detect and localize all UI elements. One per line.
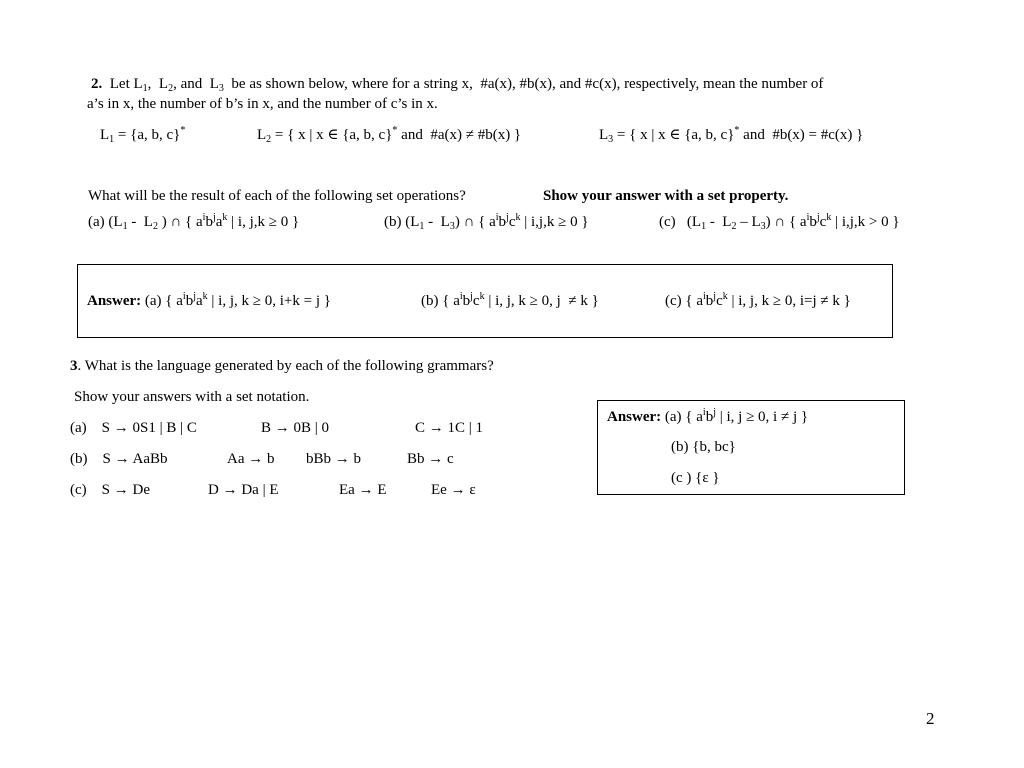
grammar-b-rule-aa: Aa → b [227, 451, 275, 467]
q2-intro-line1: 2. Let $L_1$, $L_2$, and $L_3$ be as shown below, where for a string x, #a(x), #b(x), and #c(x), respectively, mean the number of [91, 76, 824, 94]
q2-answer-b: (b) { $a^ib^jc^k$ | i, j, k ≥ 0, j ≠ k } [421, 291, 599, 309]
q3-answer-label: Answer: [607, 409, 662, 425]
q3-number: 3 [70, 358, 78, 374]
grammar-a-rule-c: C → 1C | 1 [415, 420, 484, 436]
grammar-a: (a) S → 0S1 | B | C [70, 420, 197, 436]
q3-answer-a: Answer: (a) { $a^ib^j$ | i, j ≥ 0, i ≠ j } [607, 407, 809, 425]
q2-answer-a: Answer: (a) { $a^ib^ja^k$ | i, j, k ≥ 0, i+k = j } [87, 291, 331, 309]
q2-operation-b: (b) $(L_1 - L_3)$ ∩ { $a^ib^jc^k$ | i,j,k ≥ 0 } [384, 212, 589, 232]
l1-definition: $L_1 = \{a$, b, c}* [100, 125, 186, 145]
q3-instruction: Show your answers with a set notation. [74, 389, 310, 405]
grammar-b-rule-bbb: bBb → b [306, 451, 362, 467]
l3-definition: $L_3$ = { x | x ∈ {a, b, c}* and #b(x) = #c(x) } [599, 125, 864, 145]
q2-operation-a: (a) ($L_1 - L_2$ ) ∩ { $a^ib^ja^k$ | i, j,k ≥ 0 } [88, 212, 300, 232]
q2-answer-c: (c) { $a^ib^jc^k$ | i, j, k ≥ 0, i=j ≠ k } [665, 291, 851, 309]
grammar-c-rule-ee: Ee → ε [431, 482, 476, 498]
q3-question: 3. What is the language generated by each of the following grammars? [70, 358, 494, 374]
q2-question: What will be the result of each of the following set operations? [88, 188, 466, 204]
q2-intro-line2: a’s in x, the number of b’s in x, and the number of c’s in x. [87, 96, 438, 112]
grammar-c-rule-d: D → Da | E [208, 482, 279, 498]
l2-definition: $L_2$ = { x | x ∈ {a, b, c}* and #a(x) ≠ #b(x) } [257, 125, 522, 145]
q3-answer-b: (b) {b, bc} [671, 439, 736, 455]
q2-answer-label: Answer: [87, 293, 142, 309]
q2-operation-c: (c) $(L_1 - L_2 - L_3)$ ∩ { $a^ib^jc^k$ | i,j,k > 0 } [659, 212, 900, 232]
page-number: 2 [926, 709, 935, 728]
q2-number: 2. [91, 76, 103, 92]
grammar-b-rule-bb: Bb → c [407, 451, 454, 467]
grammar-b: (b) S → AaBb [70, 451, 168, 467]
grammar-a-rule-b: B → 0B | 0 [261, 420, 330, 436]
grammar-c: (c) S → De [70, 482, 150, 498]
q3-answer-c: (c ) {ε } [671, 470, 720, 486]
grammar-c-rule-ea: Ea → E [339, 482, 387, 498]
q2-instruction: Show your answer with a set property. [543, 188, 789, 204]
